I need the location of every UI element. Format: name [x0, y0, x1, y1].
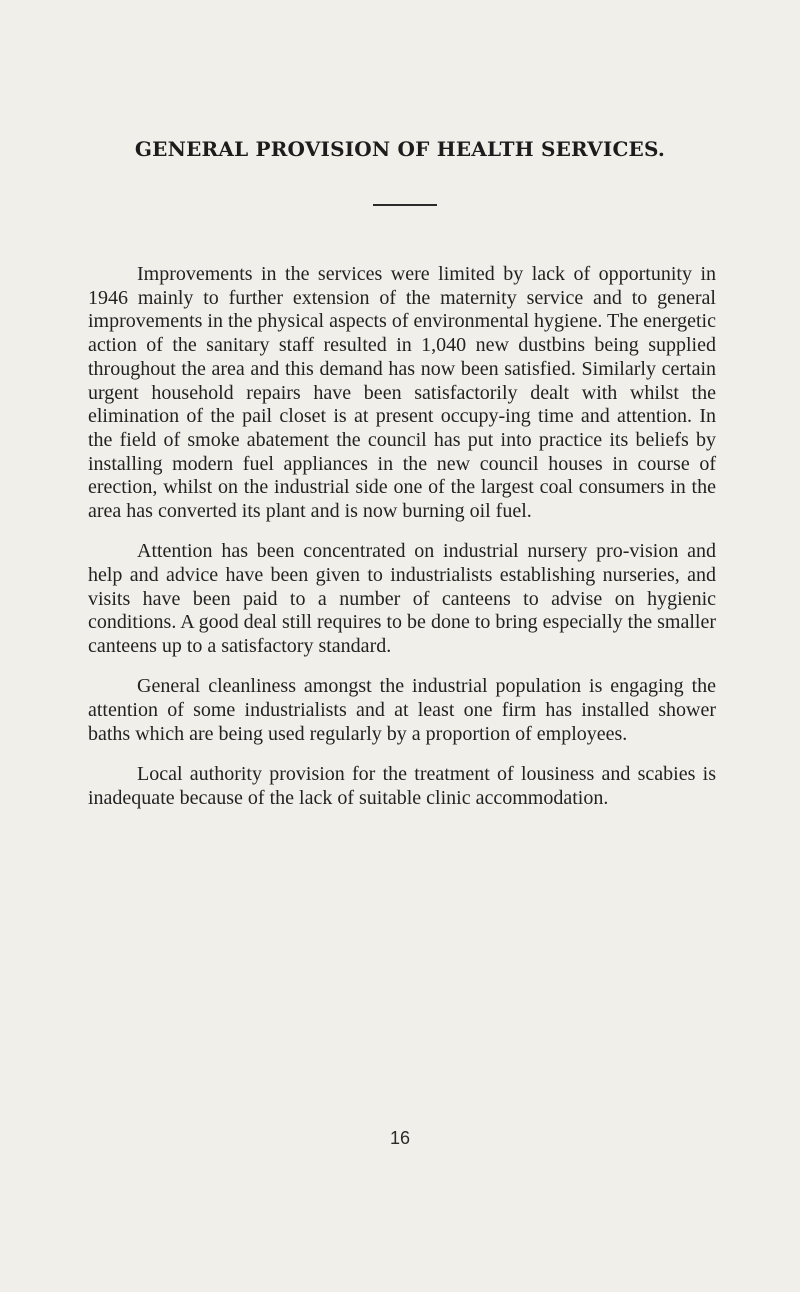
paragraph-3: General cleanliness amongst the industrial population is engaging the attention of some industrialists and at least one firm has installed shower baths which are being used regularly by a proportion of employees. [88, 675, 716, 745]
paragraph-4: Local authority provision for the treatment of lousiness and scabies is inadequate because of the lack of suitable clinic accommodation. [88, 762, 716, 809]
body-text [88, 263, 716, 827]
page-number: 16 [389, 1128, 411, 1148]
paragraph-2: Attention has been concentrated on industrial nursery pro-vision and help and advice have been given to industrialists establishing nurseries, and visits have been paid to a number of canteens to advise on hygienic conditions. A good deal still requires to be done to bring especially the smaller canteens up to a satisfactory standard. [88, 540, 716, 658]
page-title: GENERAL PROVISION OF HEALTH SERVICES. [134, 137, 666, 161]
paragraph-1: Improvements in the services were limited by lack of opportunity in 1946 mainly to further extension of the maternity service and to general improvements in the physical aspects of environmental hygiene. The energetic action of the sanitary staff resulted in 1,040 new dustbins being supplied throughout the area and this demand has now been satisfied. Similarly certain urgent household repairs have been satisfactorily dealt with whilst the elimination of the pail closet is at present occupy-ing time and attention. In the field of smoke abatement the council has put into practice its beliefs by installing modern fuel appliances in the new council houses in course of erection, whilst on the industrial side one of the largest coal consumers in the area has converted its plant and is now burning oil fuel. [88, 263, 716, 523]
title-divider [373, 204, 437, 206]
